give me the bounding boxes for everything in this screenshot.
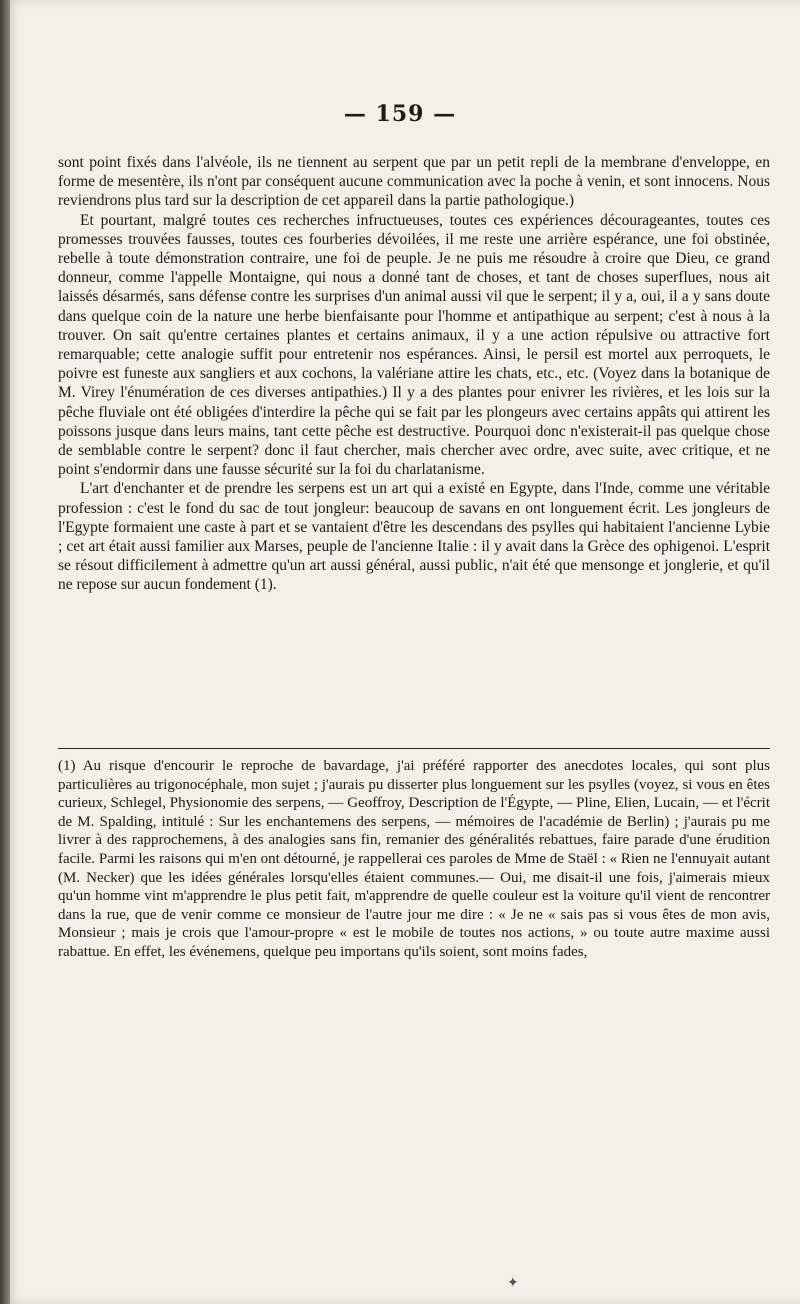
page-number: — 159 — — [343, 101, 457, 127]
paragraph-1: sont point fixés dans l'alvéole, ils ne tiennent au serpent que par un petit repli de la membrane d'enveloppe, en forme de mesentère, ils n'ont par conséquent aucune communication avec la poche à venin, et sont innocens. Nous reviendrons plus tard sur la description de cet appareil dans la partie pathologique.) — [58, 154, 770, 210]
main-text — [58, 153, 770, 595]
footnote-text: (1) Au risque d'encourir le reproche de bavardage, j'ai préféré rapporter des anecdotes locales, qui sont plus particulières au trigonocéphale, mon sujet ; j'aurais pu disserter plus longuement sur les psylles (voyez, si vous en êtes curieux, Schlegel, Physionomie des serpens, — Geoffroy, Description de l'Égypte, — Pline, Elien, Lucain, — et l'écrit de M. Spalding, intitulé : Sur les enchantemens des serpens, — mémoires de l'académie de Berlin) ; j'aurais pu me livrer à des rapprochemens, à des analogies sans fin, remanier des généralités rebattues, faire parade d'une érudition facile. Parmi les raisons qui m'en ont détourné, je rappellerai ces paroles de Mme de Staël : « Rien ne l'ennuyait autant (M. Necker) que les idées générales lorsqu'elles étaient communes.— Oui, me disait-il une fois, j'aimerais mieux qu'un homme vint m'apprendre le plus petit fait, m'apprendre de quelle couleur est la voiture qu'il vient de rencontrer dans la rue, que de venir comme ce monsieur de l'autre jour me dire : « Je ne « sais pas si vous êtes de mon avis, Monsieur ; mais je crois que l'amour-propre « est le mobile de toutes nos actions, » ou toute autre maxime aussi rabattue. En effet, les événemens, quelque peu importans qu'ils soient, sont moins fades, — [58, 758, 770, 960]
footnote — [58, 757, 770, 962]
paragraph-2: Et pourtant, malgré toutes ces recherches infructueuses, toutes ces expériences décourageantes, toutes ces promesses trouvées fausses, toutes ces fourberies dévoilées, il me reste une arrière espérance, une foi obstinée, rebelle à toute démonstration contraire, une foi de peuple. Je ne puis me résoudre à croire que Dieu, ce grand donneur, comme l'appelle Montaigne, qui nous a donné tant de choses, et tant de choses superflues, nous ait laissés désarmés, sans défense contre les surprises d'un animal aussi vil que le serpent; il y a, oui, il a y sans doute dans quelque coin de la nature une herbe bienfaisante pour l'homme et antipathique au serpent; c'est à nous à la trouver. On sait qu'entre certaines plantes et certains animaux, il y a une action répulsive ou attractive fort remarquable; cette analogie suffit pour entretenir nos espérances. Ainsi, le persil est mortel aux perroquets, le poivre est funeste aux sangliers et aux cochons, la valériane attire les chats, etc., etc. (Voyez dans la botanique de M. Virey l'énumération de ces diverses antipathies.) Il y a des plantes pour enivrer les rivières, et les lois sur la pêche fluviale ont été obligées d'interdire la pêche qui se fait par les plongeurs avec certains appâts qui attirent les poissons jusque dans leurs mains, tant cette pêche est destructive. Pourquoi donc n'existerait-il pas quelque chose de semblable contre le serpent? donc il faut chercher, mais chercher avec ordre, avec suite, avec critique, et ne point s'endormir dans une fausse sécurité sur la foi du charlatanisme. — [58, 211, 770, 479]
footnote-divider — [58, 748, 770, 749]
paragraph-3: L'art d'enchanter et de prendre les serpens est un art qui a existé en Egypte, dans l'Inde, comme une véritable profession : c'est le fond du sac de tout jongleur: beaucoup de savans en ont longuement écrit. Les jongleurs de l'Egypte formaient une caste à part et se vantaient d'être les descendans des psylles qui habitaient l'ancienne Lybie ; cet art était aussi familier aux Marses, peuple de l'ancienne Italie : il y avait dans la Grèce des ophigenoi. L'esprit se résout difficilement à admettre qu'un art aussi général, aussi public, n'ait été que mensonge et jonglerie, et qu'il ne repose sur aucun fondement (1). — [58, 480, 770, 594]
ink-mark-icon: ✦ — [507, 1275, 519, 1291]
